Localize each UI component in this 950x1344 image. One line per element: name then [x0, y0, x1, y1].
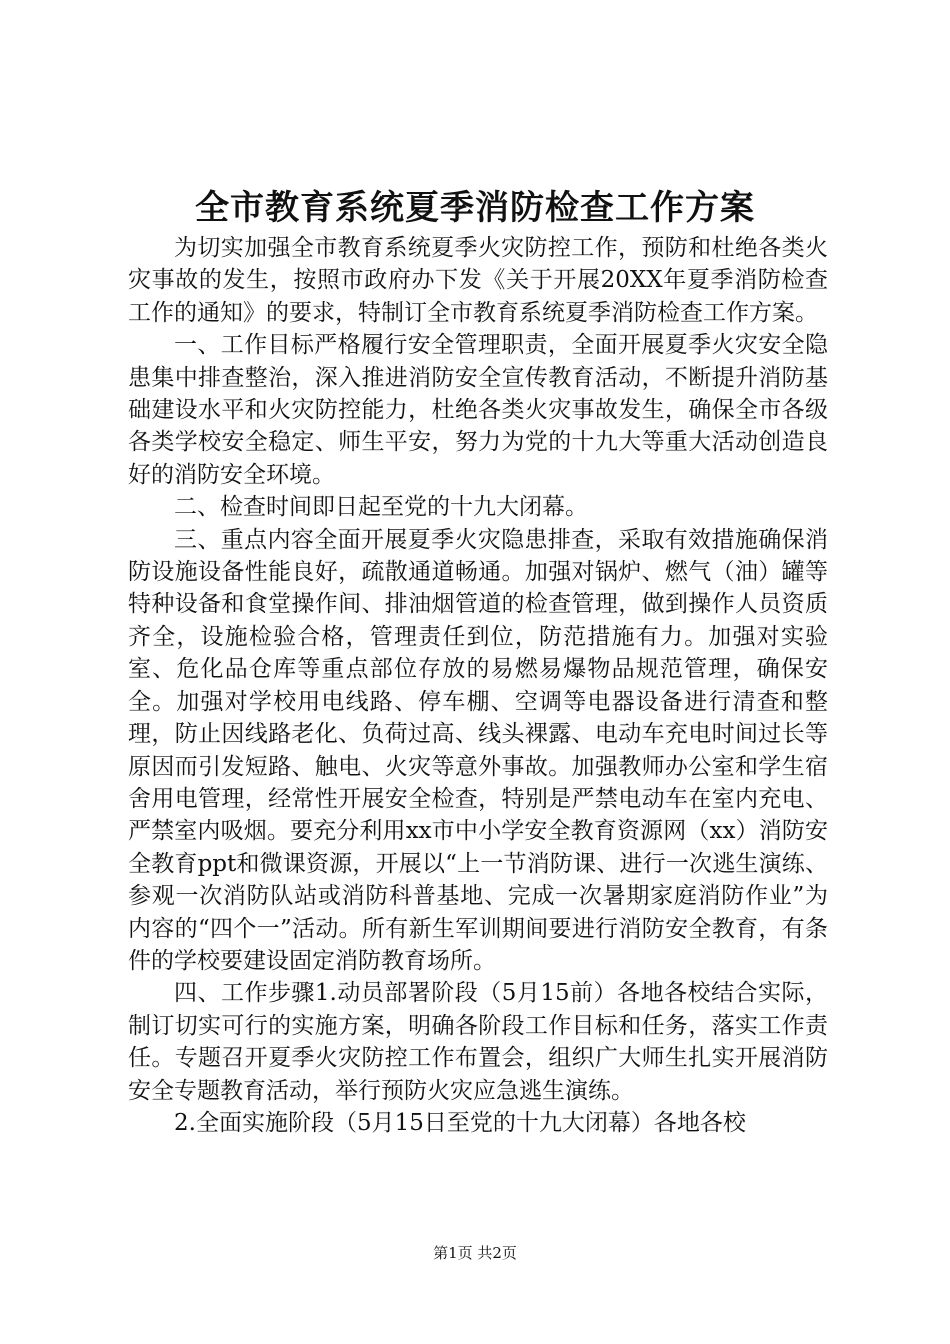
document-body: [128, 232, 828, 1139]
paragraph-intro: 为切实加强全市教育系统夏季火灾防控工作，预防和杜绝各类火灾事故的发生，按照市政府办下发《关于开展20XX年夏季消防检查工作的通知》的要求，特制订全市教育系统夏季消防检查工作方案。: [128, 235, 828, 326]
document-title: 全市教育系统夏季消防检查工作方案: [195, 188, 755, 228]
paragraph-steps: 四、工作步骤1.动员部署阶段（5月15前）各地各校结合实际，制订切实可行的实施方案，明确各阶段工作目标和任务，落实工作责任。专题召开夏季火灾防控工作布置会，组织广大师生扎实开展消防安全专题教育活动，举行预防火灾应急逃生演练。: [128, 980, 828, 1104]
page-number-footer: 第1页 共2页: [433, 1244, 517, 1262]
paragraph-implementation: 2.全面实施阶段（5月15日至党的十九大闭幕）各地各校: [174, 1109, 746, 1136]
paragraph-key-content: 三、重点内容全面开展夏季火灾隐患排查，采取有效措施确保消防设施设备性能良好，疏散通道畅通。加强对锅炉、燃气（油）罐等特种设备和食堂操作间、排油烟管道的检查管理，做到操作人员资质齐全，设施检验合格，管理责任到位，防范措施有力。加强对实验室、危化品仓库等重点部位存放的易燃易爆物品规范管理，确保安全。加强对学校用电线路、停车棚、空调等电器设备进行清查和整理，防止因线路老化、负荷过高、线头裸露、电动车充电时间过长等原因而引发短路、触电、火灾等意外事故。加强教师办公室和学生宿舍用电管理，经常性开展安全检查，特别是严禁电动车在室内充电、严禁室内吸烟。要充分利用xx市中小学安全教育资源网（xx）消防安全教育ppt和微课资源，开展以“上一节消防课、进行一次逃生演练、参观一次消防队站或消防科普基地、完成一次暑期家庭消防作业”为内容的“四个一”活动。所有新生军训期间要进行消防安全教育，有条件的学校要建设固定消防教育场所。: [128, 526, 828, 974]
paragraph-schedule: 二、检查时间即日起至党的十九大闭幕。: [174, 494, 588, 521]
paragraph-goals: 一、工作目标严格履行安全管理职责，全面开展夏季火灾安全隐患集中排查整治，深入推进消防安全宣传教育活动，不断提升消防基础建设水平和火灾防控能力，杜绝各类火灾事故发生，确保全市各级各类学校安全稳定、师生平安，努力为党的十九大等重大活动创造良好的消防安全环境。: [128, 332, 828, 488]
